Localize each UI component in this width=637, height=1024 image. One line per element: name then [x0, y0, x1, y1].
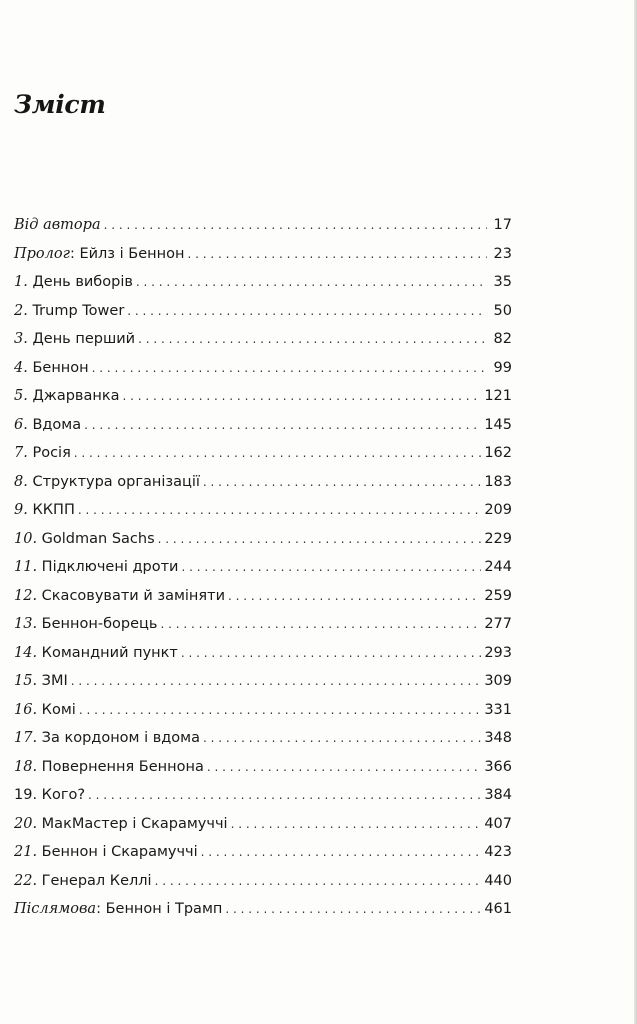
toc-entry [14, 354, 512, 383]
toc-entry-label [14, 867, 152, 896]
toc-entry-label [14, 354, 89, 383]
toc-entry [14, 867, 512, 896]
toc-page-number: 244 [484, 559, 512, 575]
toc-page-number: 348 [484, 730, 512, 746]
toc-entry [14, 553, 512, 582]
toc-page-number: 293 [484, 644, 512, 661]
toc-entry [14, 639, 512, 668]
toc-page-number: 17 [493, 217, 512, 233]
toc-entry [14, 753, 512, 782]
toc-entry-label [14, 781, 85, 810]
toc-entry-text: Скасовувати й заміняти [37, 587, 225, 604]
toc-page-number: 229 [484, 530, 512, 547]
toc-entry-label [14, 895, 222, 924]
toc-entry [14, 895, 512, 924]
toc-leader-dots [201, 838, 482, 867]
toc-page-number: 99 [493, 359, 512, 376]
toc-entry-text: ЗМІ [37, 673, 68, 689]
toc-leader-dots [71, 667, 482, 696]
toc-leader-dots [88, 781, 481, 810]
toc-entry [14, 696, 512, 725]
toc-entry-label [14, 724, 200, 753]
toc-entry [14, 439, 512, 468]
toc-entry-text: Підключені дроти [37, 559, 179, 575]
toc-entry-number: 5. [14, 388, 28, 404]
toc-page-number: 50 [493, 302, 512, 319]
toc-entry [14, 810, 512, 839]
toc-entry-number: 15. [14, 673, 38, 689]
toc-entry-number: 2. [14, 302, 28, 319]
toc-entry-label [14, 382, 120, 411]
toc-leader-dots [136, 268, 487, 297]
toc-entry-number: 14. [14, 644, 38, 661]
toc-entry [14, 582, 512, 611]
toc-leader-dots [160, 610, 481, 639]
toc-entry-text: Беннон-борець [37, 616, 158, 632]
toc-entry-label [14, 268, 133, 297]
toc-leader-dots [84, 411, 481, 440]
toc-page-number: 461 [484, 901, 512, 917]
toc-entry-text: За кордоном і вдома [37, 730, 200, 746]
toc-entry-number: 18. [14, 758, 38, 775]
toc-leader-dots [187, 240, 487, 269]
toc-entry-number: 16. [14, 701, 38, 718]
toc-leader-dots [203, 468, 481, 497]
toc-entry-number: 20. [14, 815, 38, 832]
toc-page-number: 209 [484, 502, 512, 518]
toc-entry-number: 4. [14, 359, 28, 376]
toc-leader-dots [79, 696, 482, 725]
toc-entry-number: 17. [14, 730, 38, 746]
toc-page-number: 440 [484, 872, 512, 889]
toc-page-number: 277 [484, 616, 512, 632]
toc-entry-text: Беннон і Скарамуччі [37, 844, 198, 860]
toc-entry-number: 21. [14, 844, 38, 860]
toc-entry-text: День перший [27, 331, 136, 347]
toc-entry-number: 22. [14, 872, 38, 889]
toc-page-number: 259 [484, 587, 512, 604]
toc-page-number: 384 [484, 787, 512, 803]
toc-leader-dots [127, 297, 487, 326]
toc-entry-number: 8. [14, 473, 28, 490]
toc-entry-text: Комі [37, 701, 76, 718]
toc-page-number: 145 [484, 416, 512, 433]
toc-leader-dots [203, 724, 481, 753]
toc-entry-label [14, 411, 81, 440]
toc-entry [14, 496, 512, 525]
toc-entry-label [14, 838, 198, 867]
toc-page-number: 82 [493, 331, 512, 347]
toc-page-number: 309 [484, 673, 512, 689]
toc-leader-dots [123, 382, 482, 411]
toc-entry [14, 382, 512, 411]
toc-entry-number: 12. [14, 587, 38, 604]
toc-entry-label [14, 753, 204, 782]
toc-page-number: 366 [484, 758, 512, 775]
toc-entry [14, 240, 512, 269]
toc-entry [14, 211, 512, 240]
toc-entry [14, 667, 512, 696]
toc-entry-lead: Пролог [14, 245, 70, 262]
toc-leader-dots [181, 639, 481, 668]
toc-leader-dots [155, 867, 482, 896]
toc-leader-dots [207, 753, 481, 782]
toc-entry-label [14, 810, 228, 839]
toc-entry-label [14, 240, 184, 269]
toc-entry-number: 7. [14, 445, 28, 461]
toc-leader-dots [158, 525, 482, 554]
toc-entry-label [14, 696, 76, 725]
toc-entry-text: Структура організації [27, 473, 200, 490]
toc-entry-text: : Ейлз і Беннон [69, 245, 185, 262]
toc-entry [14, 297, 512, 326]
toc-entry-label [14, 297, 124, 326]
toc-entry [14, 411, 512, 440]
toc-leader-dots [138, 325, 487, 354]
toc-entry [14, 325, 512, 354]
toc-entry-lead: Від автора [14, 217, 101, 233]
toc-entry-lead: Післямова [14, 901, 97, 917]
toc-entry [14, 525, 512, 554]
toc-entry-text: Беннон [27, 359, 89, 376]
toc-entry-text: Goldman Sachs [37, 530, 155, 547]
toc-entry-number: 11. [14, 559, 38, 575]
toc-leader-dots [228, 582, 481, 611]
toc-entry-text: ККПП [27, 502, 75, 518]
toc-entry [14, 838, 512, 867]
toc-entry-number: 1. [14, 274, 28, 290]
toc-entry-text: Джарванка [27, 388, 120, 404]
toc-entry-label [14, 211, 101, 240]
toc-page-number: 121 [484, 388, 512, 404]
toc-entry-label [14, 639, 178, 668]
toc-page-number: 162 [484, 445, 512, 461]
toc-entry-number: 9. [14, 502, 28, 518]
toc-entry-number: 13. [14, 616, 38, 632]
toc-entry-number: 10. [14, 530, 38, 547]
toc-leader-dots [74, 439, 482, 468]
toc-entry-number: 6. [14, 416, 28, 433]
toc-entry-text: Trump Tower [27, 302, 125, 319]
toc-entry [14, 781, 512, 810]
toc-entry-text: День виборів [27, 274, 133, 290]
toc-entry [14, 468, 512, 497]
toc-entry-text: Повернення Беннона [37, 758, 204, 775]
toc-leader-dots [231, 810, 482, 839]
toc-leader-dots [225, 895, 481, 924]
table-of-contents [14, 211, 512, 924]
toc-entry-label [14, 325, 135, 354]
toc-entry-text: Генерал Келлі [37, 872, 152, 889]
toc-entry-label [14, 582, 225, 611]
toc-entry-label [14, 468, 200, 497]
toc-entry-text: 19. Кого? [14, 787, 86, 803]
toc-entry-label [14, 525, 155, 554]
toc-leader-dots [181, 553, 481, 582]
toc-entry-label [14, 496, 75, 525]
toc-entry [14, 724, 512, 753]
toc-entry [14, 268, 512, 297]
toc-page-number: 23 [493, 245, 512, 262]
toc-entry-label [14, 439, 71, 468]
toc-leader-dots [92, 354, 487, 383]
toc-entry [14, 610, 512, 639]
toc-entry-text: МакМастер і Скарамуччі [37, 815, 228, 832]
toc-page-number: 423 [484, 844, 512, 860]
toc-leader-dots [104, 211, 487, 240]
toc-page-number: 35 [493, 274, 512, 290]
toc-entry-text: Росія [27, 445, 71, 461]
toc-entry-number: 3. [14, 331, 28, 347]
toc-leader-dots [78, 496, 481, 525]
toc-entry-label [14, 667, 68, 696]
toc-page-number: 407 [484, 815, 512, 832]
toc-entry-label [14, 610, 157, 639]
toc-page-number: 183 [484, 473, 512, 490]
toc-page-number: 331 [484, 701, 512, 718]
toc-entry-text: Командний пункт [37, 644, 178, 661]
toc-entry-label [14, 553, 178, 582]
toc-entry-text: Вдома [27, 416, 82, 433]
toc-entry-text: : Беннон і Трамп [96, 901, 223, 917]
page-title: Зміст [14, 90, 106, 119]
